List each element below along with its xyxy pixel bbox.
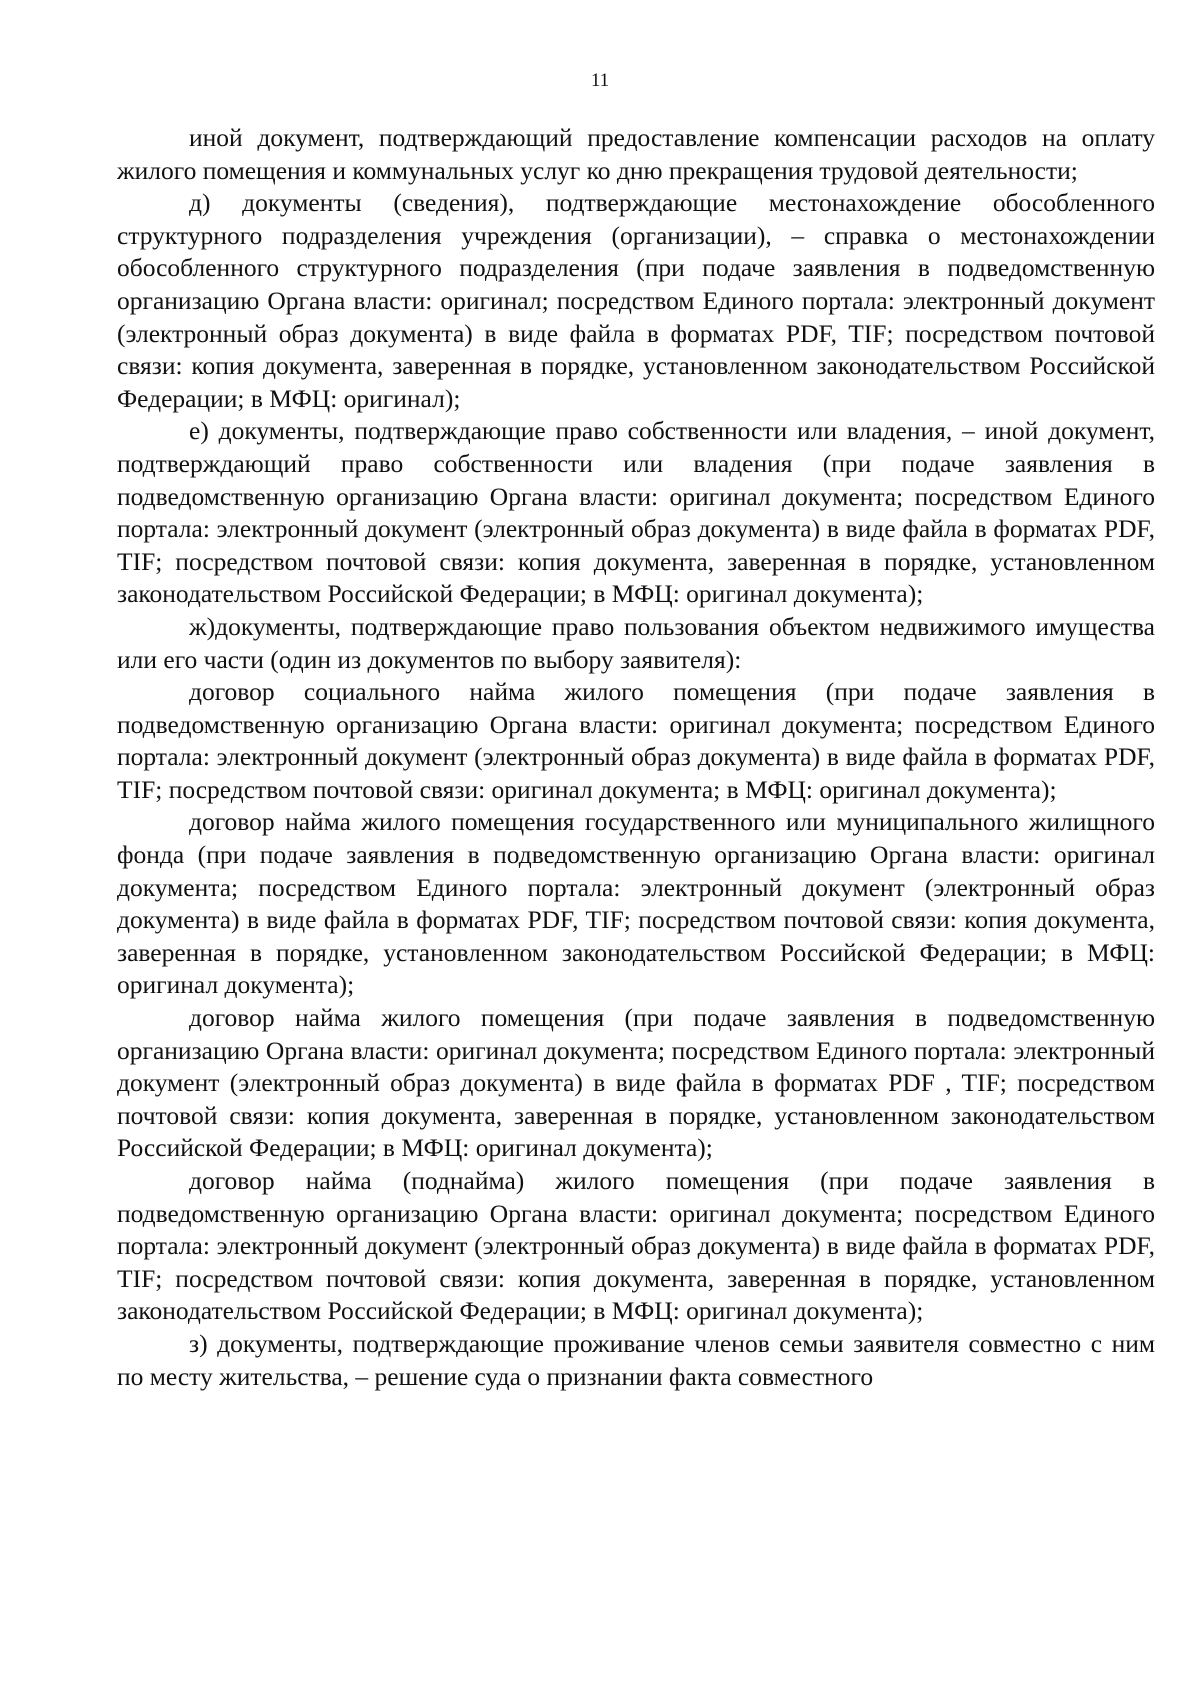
page-number: 11 bbox=[590, 70, 610, 91]
document-body bbox=[117, 122, 1155, 1393]
paragraph-item-zh-usage-right-documents: ж)документы, подтверждающие право пользования объектом недвижимого имущества или его части (один из документов по выбору заявителя): bbox=[117, 611, 1155, 674]
paragraph-item-z-cohabitation-documents: з) документы, подтверждающие проживание членов семьи заявителя совместно с ним по месту жительства, – решение суда о признании факта совместного bbox=[117, 1328, 1155, 1391]
paragraph-social-tenancy-agreement: договор социального найма жилого помещения (при подаче заявления в подведомственную организацию Органа власти: оригинал документа; посредством Единого портала: электронный документ (электронный образ документа) в виде файла в форматах PDF, TIF; посредством почтовой связи: оригинал документа; в МФЦ: оригинал документа); bbox=[117, 677, 1155, 804]
paragraph-item-d-location-documents: д) документы (сведения), подтверждающие местонахождение обособленного структурного подразделения учреждения (организации), – справка о местонахождении обособленного структурного подразделения (при подаче заявления в подведомственную организацию Органа власти: оригинал; посредством Единого портала: электронный документ (электронный образ документа) в виде файла в форматах PDF, TIF; посредством почтовой связи: копия документа, заверенная в порядке, установленном законодательством Российской Федерации; в МФЦ: оригинал); bbox=[117, 188, 1155, 413]
paragraph-state-municipal-tenancy-agreement: договор найма жилого помещения государственного или муниципального жилищного фонда (при подаче заявления в подведомственную организацию Органа власти: оригинал документа; посредством Единого портала: электронный документ (электронный образ документа) в виде файла в форматах PDF, TIF; посредством почтовой связи: копия документа, заверенная в порядке, установленном законодательством Российской Федерации; в МФЦ: оригинал документа); bbox=[117, 807, 1155, 1000]
paragraph-sublease-agreement: договор найма (поднайма) жилого помещения (при подаче заявления в подведомственную организацию Органа власти: оригинал документа; посредством Единого портала: электронный документ (электронный образ документа) в виде файла в форматах PDF, TIF; посредством почтовой связи: копия документа, заверенная в порядке, установленном законодательством Российской Федерации; в МФЦ: оригинал документа); bbox=[117, 1166, 1155, 1326]
paragraph-item-e-ownership-documents: е) документы, подтверждающие право собственности или владения, – иной документ, подтверждающий право собственности или владения (при подаче заявления в подведомственную организацию Органа власти: оригинал документа; посредством Единого портала: электронный документ (электронный образ документа) в виде файла в форматах PDF, TIF; посредством почтовой связи: копия документа, заверенная в порядке, установленном законодательством Российской Федерации; в МФЦ: оригинал документа); bbox=[117, 416, 1155, 609]
paragraph-other-compensation-document: иной документ, подтверждающий предоставление компенсации расходов на оплату жилого помещения и коммунальных услуг ко дню прекращения трудовой деятельности; bbox=[117, 123, 1155, 185]
paragraph-tenancy-agreement: договор найма жилого помещения (при подаче заявления в подведомственную организацию Органа власти: оригинал документа; посредством Единого портала: электронный документ (электронный образ документа) в виде файла в форматах PDF , TIF; посредством почтовой связи: копия документа, заверенная в порядке, установленном законодательством Российской Федерации; в МФЦ: оригинал документа); bbox=[117, 1003, 1155, 1163]
